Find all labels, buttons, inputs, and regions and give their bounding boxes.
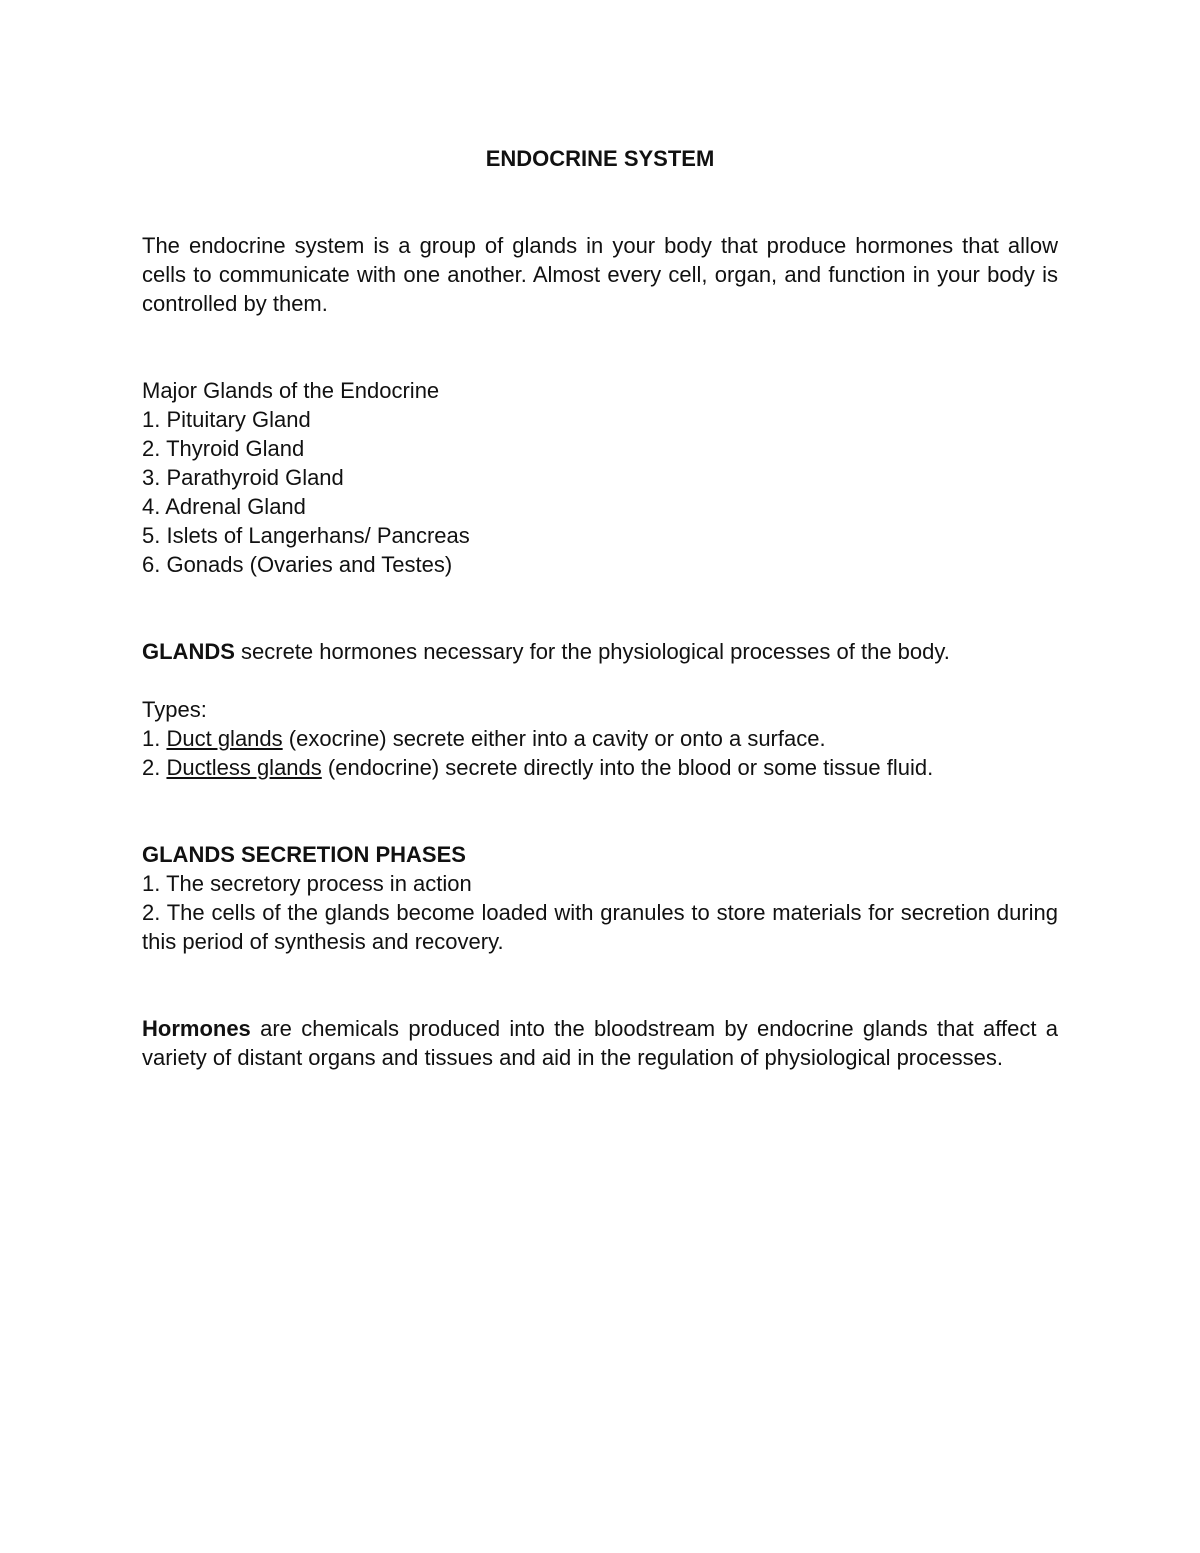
major-glands-section — [142, 376, 1058, 579]
major-glands-heading: Major Glands of the Endocrine — [142, 378, 440, 403]
glands-term: GLANDS — [142, 639, 235, 664]
list-item: 2. Thyroid Gland — [142, 436, 305, 461]
list-item: 6. Gonads (Ovaries and Testes) — [142, 552, 453, 577]
intro-paragraph: The endocrine system is a group of glands in your body that produce hormones that allow cells to communicate with one another. Almost every cell, organ, and function in your body is controlled by them. — [142, 233, 1058, 316]
type-number: 1. — [142, 726, 167, 751]
types-heading: Types: — [142, 697, 207, 722]
types-section — [142, 695, 1058, 782]
phase-item: 2. The cells of the glands become loaded with granules to store materials for secretion during this period of synthesis and recovery. — [142, 900, 1058, 954]
list-item: 4. Adrenal Gland — [142, 494, 306, 519]
type-term: Duct glands — [166, 726, 283, 751]
type-item-duct — [142, 724, 1058, 753]
list-item: 3. Parathyroid Gland — [142, 465, 344, 490]
hormones-definition — [142, 1014, 1058, 1072]
phase-item: 1. The secretory process in action — [142, 871, 472, 896]
secretion-phases-section — [142, 840, 1058, 956]
glands-definition — [142, 637, 1058, 666]
type-description: (endocrine) secrete directly into the blood or some tissue fluid. — [321, 755, 934, 780]
hormones-definition-text: are chemicals produced into the bloodstream by endocrine glands that affect a variety of distant organs and tissues and aid in the regulation of physiological processes. — [142, 1016, 1058, 1070]
secretion-phases-heading: GLANDS SECRETION PHASES — [142, 842, 466, 867]
type-number: 2. — [142, 755, 167, 780]
type-term: Ductless glands — [166, 755, 322, 780]
list-item: 5. Islets of Langerhans/ Pancreas — [142, 523, 470, 548]
type-item-ductless — [142, 753, 1058, 782]
document-title: ENDOCRINE SYSTEM — [485, 146, 715, 171]
type-description: (exocrine) secrete either into a cavity or onto a surface. — [282, 726, 826, 751]
glands-definition-text: secrete hormones necessary for the physiological processes of the body. — [234, 639, 950, 664]
hormones-term: Hormones — [142, 1016, 251, 1041]
list-item: 1. Pituitary Gland — [142, 407, 311, 432]
major-glands-list — [142, 405, 1058, 579]
